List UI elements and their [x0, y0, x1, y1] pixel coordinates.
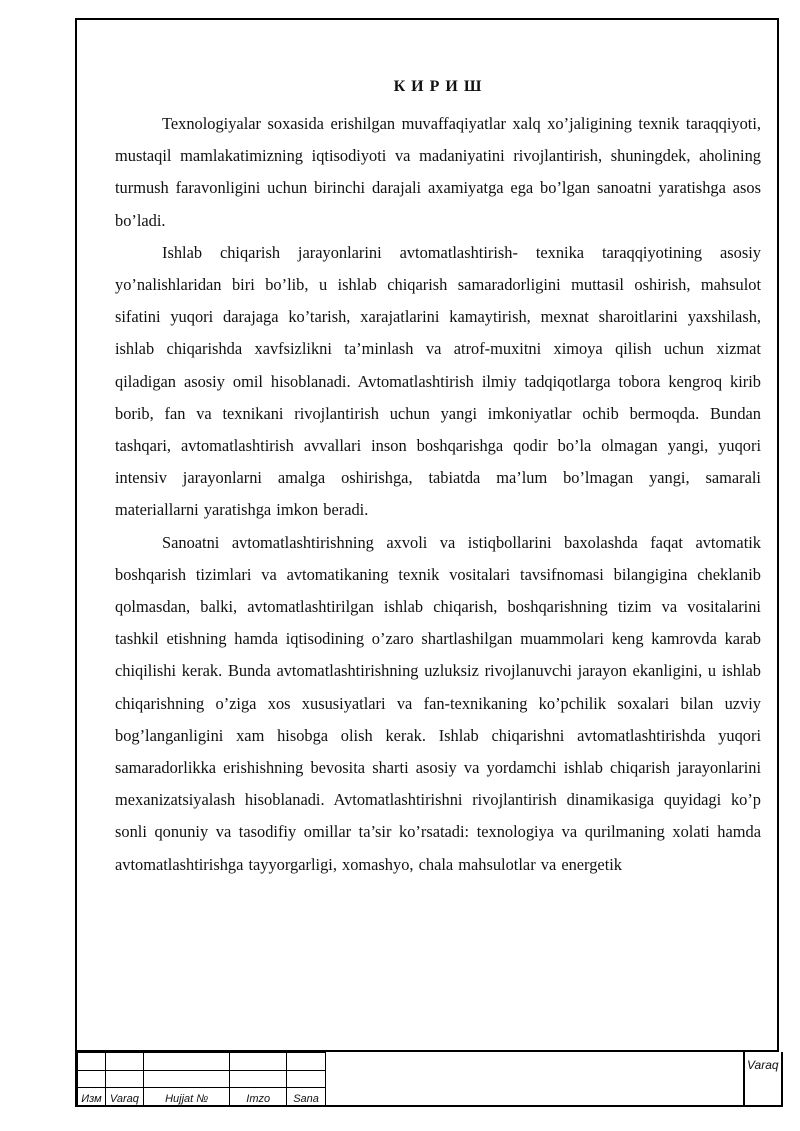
- hujjat-label: Hujjat №: [143, 1088, 230, 1106]
- izm-label: Изм: [78, 1088, 106, 1106]
- title-block-row: [78, 1053, 326, 1071]
- paragraph-2: Ishlab chiqarish jarayonlarini avtomatlashtirish- texnika taraqqiyotining asosiy yo’nalishlaridan biri bo’lib, u ishlab chiqarish samaradorligini muttasil oshirish, mahsulot sifatini yuqori darajaga ko’tarish, xarajatlarini kamaytirish, mexnat sharoitlarini yaxshilash, ishlab chiqarishda xavfsizlikni ta’minlash va atrof-muxitni ximoya qilish uchun xizmat qiladigan asosiy omil hisoblanadi. Avtomatlashtirish ilmiy tadqiqotlarga tobora kengroq kirib borib, fan va texnikani rivojlantirish uchun yangi imkoniyatlar ochib bermoqda. Bundan tashqari, avtomatlashtirish avvallari inson boshqarishga qodir bo’la olmagan yangi, yuqori intensiv jarayonlarni amalga oshirishga, tabiatda ma’lum bo’lmagan yangi, samarali materiallarni yaratishga imkon beradi.: [115, 242, 761, 520]
- sheet-label: Varaq: [747, 1058, 779, 1072]
- paragraph-3: Sanoatni avtomatlashtirishning axvoli va istiqbollarini baxolashda faqat avtomatik boshqarish tizimlari va avtomatikaning texnik vositalari tavsifnomasi bilangigina cheklanib qolmasdan, balki, avtomatlashtirilgan ishlab chiqarish, boshqarishning tizim va vositalarini tashkil etishning hamda iqtisodining o’zaro shartlashilgan muammolari keng kamrovda karab chiqilishi kerak. Bunda avtomatlashtirishning uzluksiz rivojlanuvchi jarayon ekanligini, u ishlab chiqarishning o’ziga xos xususiyatlari va fan-texnikaning ko’pchilik soxalari bilan uzviy bog’langanligini xam hisobga olish kerak. Ishlab chiqarishni avtomatlashtirishda yuqori samaradorlikka erishishning bevosita sharti asosiy va yordamchi ishlab chiqarish jarayonlarini mexanizatsiyalash hisoblanadi. Avtomatlashtirishni rivojlantirish dinamikasiga quyidagi ko’p sonli qonuniy va tasodifiy omillar ta’sir ko’rsatadi: texnologiya va qurilmaning xolati hamda avtomatlashtirishga tayyorgarligi, xomashyo, chala mahsulotlar va energetik: [115, 532, 761, 874]
- title-block: [75, 1052, 783, 1107]
- title-block-grid: [77, 1052, 326, 1106]
- varaq-label: Varaq: [105, 1088, 143, 1106]
- sheet-number-box: [743, 1052, 781, 1105]
- imzo-label: Imzo: [230, 1088, 287, 1106]
- page-title: К И Р И Ш: [393, 78, 483, 95]
- title-block-row: [78, 1070, 326, 1088]
- document-body: [115, 74, 761, 881]
- title-block-header-row: [78, 1088, 326, 1106]
- sana-label: Sana: [287, 1088, 326, 1106]
- paragraph-1: Texnologiyalar soxasida erishilgan muvaffaqiyatlar xalq xo’jaligining texnik taraqqiyoti, mustaqil mamlakatimizning iqtisodiyoti va madaniyatini rivojlantirish, shuningdek, aholining turmush faravonligini uchun birinchi darajali axamiyatga ega bo’lgan sanoatni yaratishga asos bo’ladi.: [115, 114, 761, 230]
